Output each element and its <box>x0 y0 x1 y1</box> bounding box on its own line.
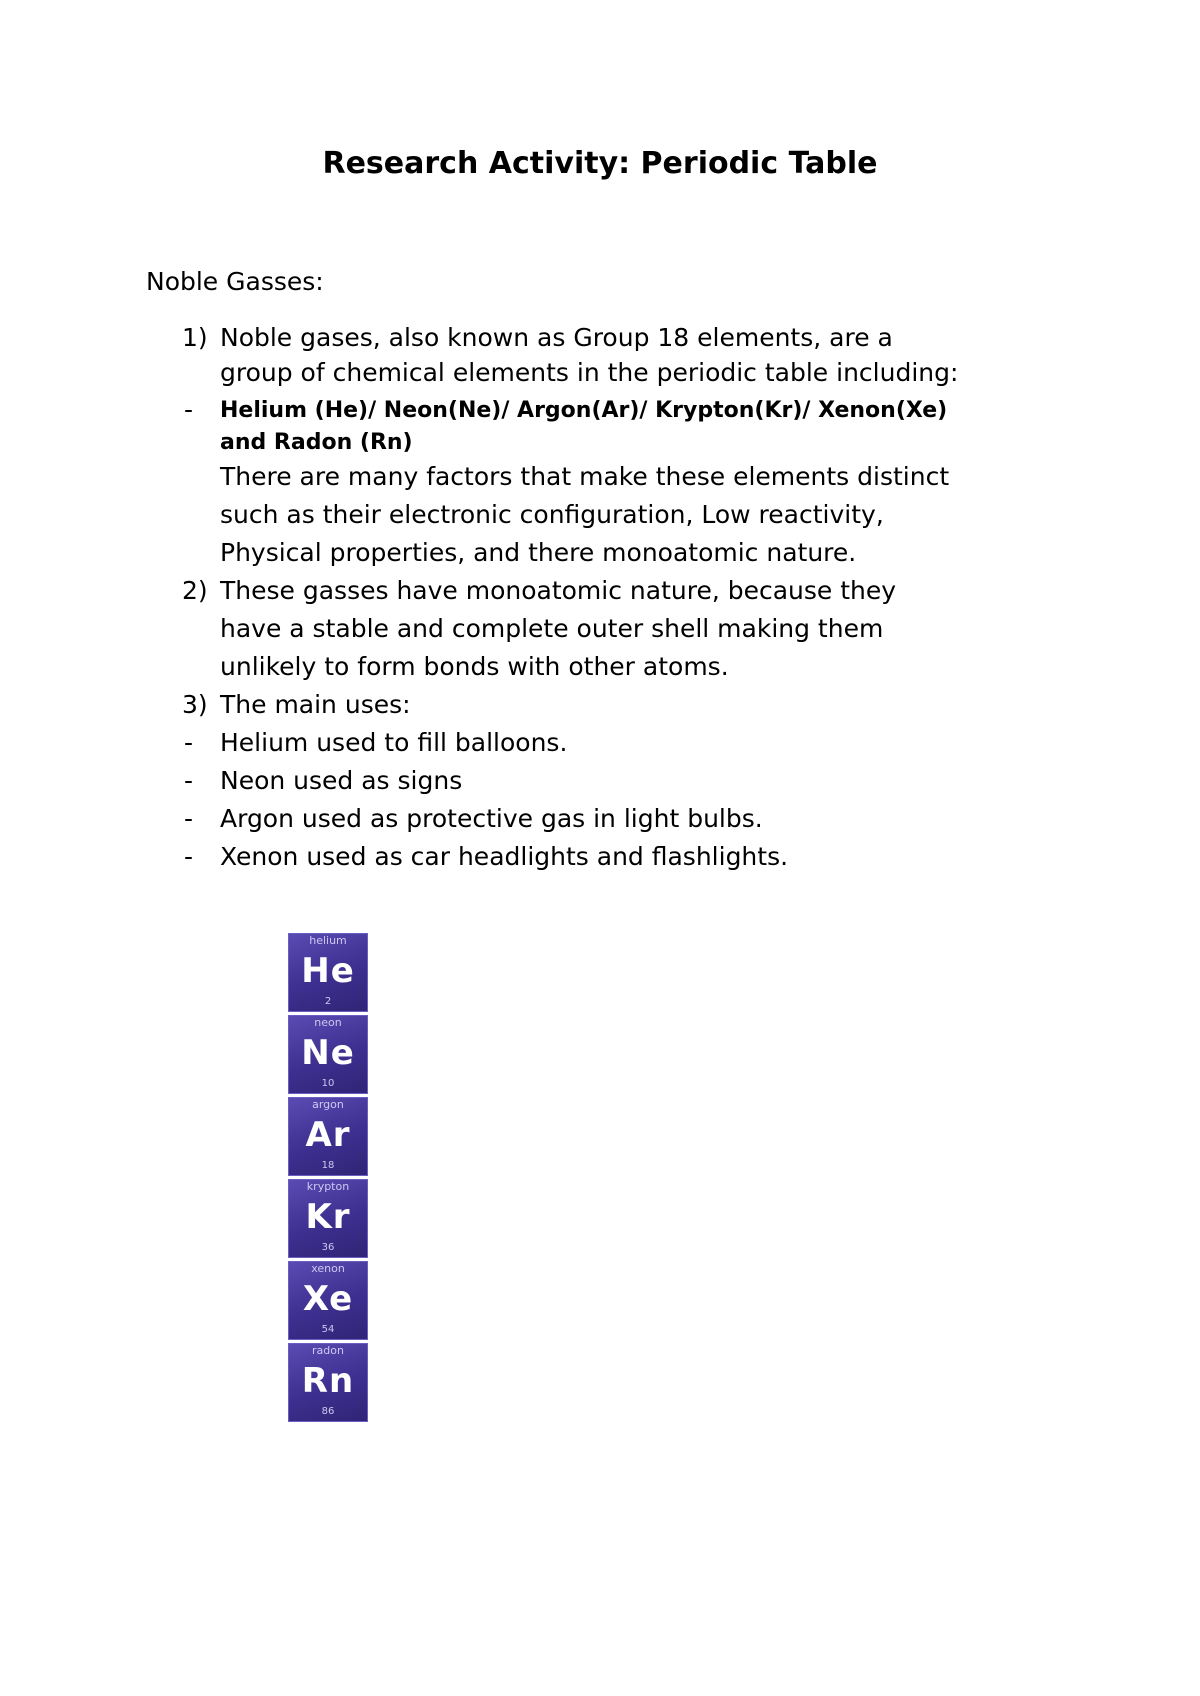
use-bullet-1: - <box>184 728 194 757</box>
element-tile-argon <box>288 1097 368 1176</box>
factors-line3: Physical properties, and there monoatomic nature. <box>220 538 857 567</box>
use-bullet-3: - <box>184 804 194 833</box>
element-tile-radon <box>288 1343 368 1422</box>
element-number: 36 <box>321 1242 335 1253</box>
use-bullet-2: - <box>184 766 194 795</box>
item3-line1: The main uses: <box>220 690 411 719</box>
element-number: 2 <box>324 996 332 1007</box>
element-symbol: Ne <box>301 1033 355 1073</box>
use-item-argon: Argon used as protective gas in light bulbs. <box>220 804 763 833</box>
element-symbol: Ar <box>305 1115 351 1155</box>
use-item-neon: Neon used as signs <box>220 766 463 795</box>
element-symbol: Kr <box>305 1197 351 1237</box>
element-name: radon <box>312 1344 344 1357</box>
factors-line1: There are many factors that make these elements distinct <box>220 462 950 491</box>
element-name: xenon <box>311 1262 345 1275</box>
noble-gas-tiles-image <box>288 933 368 1425</box>
item2-line2: have a stable and complete outer shell making them <box>220 614 884 643</box>
item1-line2: group of chemical elements in the periodic table including: <box>220 358 959 387</box>
list-number-3: 3) <box>182 690 208 719</box>
element-name: helium <box>309 934 347 947</box>
element-number: 18 <box>321 1160 335 1171</box>
bullet-dash: - <box>184 395 194 424</box>
page-title: Research Activity: Periodic Table <box>322 146 878 181</box>
element-tile-neon <box>288 1015 368 1094</box>
element-tile-krypton <box>288 1179 368 1258</box>
element-name: argon <box>312 1098 344 1111</box>
item1-line1: Noble gases, also known as Group 18 elements, are a <box>220 323 893 352</box>
element-symbol: Xe <box>302 1279 354 1319</box>
element-name: neon <box>314 1016 342 1029</box>
element-symbol: He <box>301 951 355 991</box>
element-number: 10 <box>321 1078 335 1089</box>
item2-line3: unlikely to form bonds with other atoms. <box>220 652 729 681</box>
section-heading: Noble Gasses: <box>146 267 324 296</box>
element-tile-xenon <box>288 1261 368 1340</box>
element-number: 54 <box>321 1324 335 1335</box>
factors-line2: such as their electronic configuration, Low reactivity, <box>220 500 884 529</box>
use-item-helium: Helium used to fill balloons. <box>220 728 568 757</box>
element-tile-helium <box>288 933 368 1012</box>
element-name: krypton <box>306 1180 350 1193</box>
use-bullet-4: - <box>184 842 194 871</box>
item2-line1: These gasses have monoatomic nature, because they <box>220 576 897 605</box>
element-number: 86 <box>321 1406 335 1417</box>
elements-list-line2: and Radon (Rn) <box>220 430 413 455</box>
use-item-xenon: Xenon used as car headlights and flashlights. <box>220 842 789 871</box>
elements-list-line1: Helium (He)/ Neon(Ne)/ Argon(Ar)/ Krypton(Kr)/ Xenon(Xe) <box>220 398 948 423</box>
list-number-1: 1) <box>182 323 208 352</box>
list-number-2: 2) <box>182 576 208 605</box>
element-symbol: Rn <box>301 1361 355 1401</box>
